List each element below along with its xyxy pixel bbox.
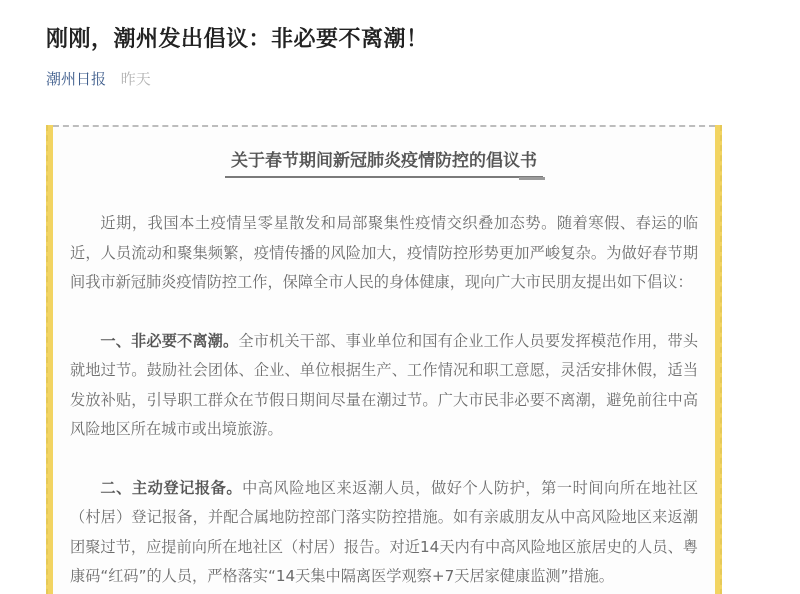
item-1-paragraph	[70, 327, 698, 445]
account-name-link[interactable]: 潮州日报	[46, 70, 107, 88]
publish-time: 昨天	[120, 70, 151, 88]
card-right-dashed-edge	[720, 125, 722, 594]
notice-body	[70, 209, 698, 594]
article-title: 刚刚，潮州发出倡议：非必要不离潮！	[46, 27, 429, 52]
item-1-title: 一、非必要不离潮。	[100, 331, 239, 350]
notice-heading: 关于春节期间新冠肺炎疫情防控的倡议书	[225, 146, 543, 178]
card-left-dashed-edge	[46, 125, 48, 594]
notice-heading-wrap	[53, 146, 715, 178]
notice-card	[46, 125, 722, 594]
item-2-paragraph	[70, 474, 698, 592]
item-1-text: 全市机关干部、事业单位和国有企业工作人员要发挥模范作用，带头就地过节。鼓励社会团体、企业、单位根据生产、工作情况和职工意愿，灵活安排休假，适当发放补贴，引导职工群众在节假日期间尽量在潮过节。广大市民非必要不离潮，避免前往中高风险地区所在城市或出境旅游。	[70, 331, 699, 438]
article-meta	[46, 68, 151, 89]
intro-paragraph: 近期，我国本土疫情呈零星散发和局部聚集性疫情交织叠加态势。随着寒假、春运的临近，人员流动和聚集频繁，疫情传播的风险加大，疫情防控形势更加严峻复杂。为做好春节期间我市新冠肺炎疫情防控工作，保障全市人民的身体健康，现向广大市民朋友提出如下倡议：	[70, 214, 698, 291]
item-2-text: 中高风险地区来返潮人员，做好个人防护，第一时间向所在地社区（村居）登记报备，并配合属地防控部门落实防控措施。如有亲戚朋友从中高风险地区来返潮团聚过节，应提前向所在地社区（村居）报告。对近14天内有中高风险地区旅居史的人员、粤康码“红码”的人员，严格落实“14天集中隔离医学观察+7天居家健康监测”措施。	[70, 478, 699, 585]
card-top-dashed-border	[53, 125, 715, 127]
item-2-title: 二、主动登记报备。	[100, 478, 243, 497]
